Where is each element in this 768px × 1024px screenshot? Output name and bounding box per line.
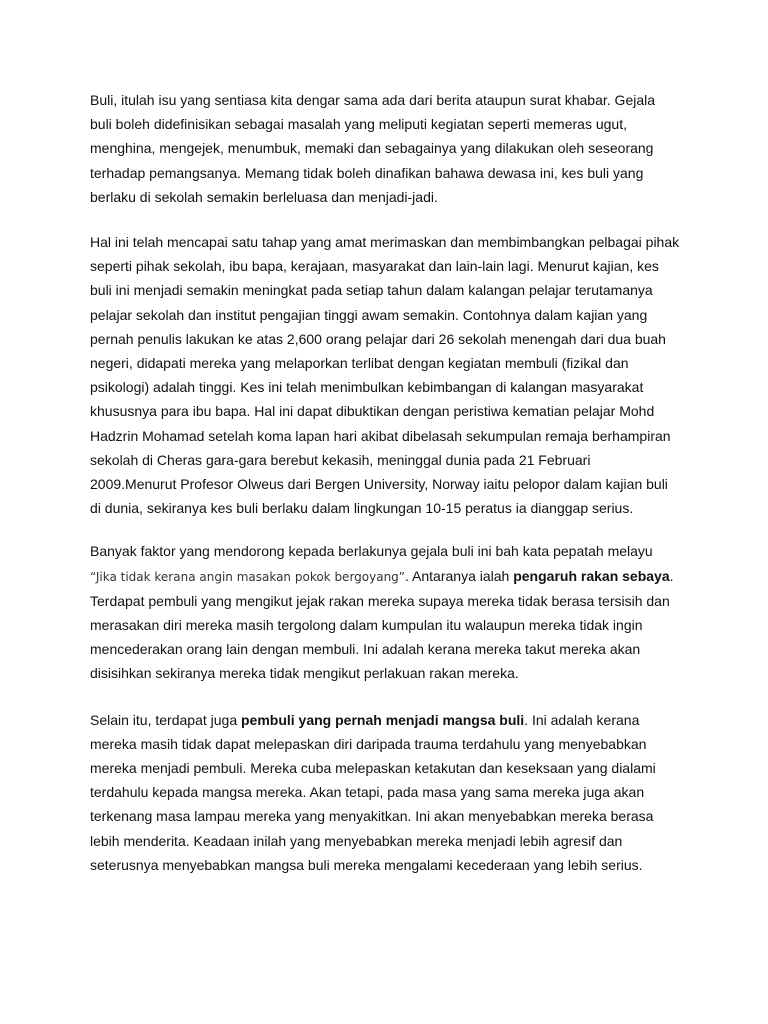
paragraph-intro: Buli, itulah isu yang sentiasa kita dengar sama ada dari berita ataupun surat khabar. Gejala buli boleh didefinisikan sebagai masalah yang meliputi kegiatan seperti memeras ugut, menghina, mengejek, menumbuk, memaki dan sebagainya yang dilakukan oleh seseorang terhadap pemangsanya. Memang tidak boleh dinafikan bahawa dewasa ini, kes buli yang berlaku di sekolah semakin berleluasa dan menjadi-jadi. [90, 92, 656, 205]
former-victims-heading: pembuli yang pernah menjadi mangsa buli [241, 711, 525, 728]
victims-intro-text: Selain itu, terdapat juga [90, 711, 241, 728]
peer-middle-text: . Antaranya ialah [405, 567, 514, 584]
peer-influence-heading: pengaruh rakan sebaya [513, 567, 670, 584]
paragraph-peer-influence [90, 539, 680, 685]
proverb-quote: “Jika tidak kerana angin masakan pokok bergoyang” [90, 569, 406, 584]
peer-rest-text: . Terdapat pembuli yang mengikut jejak rakan mereka supaya mereka tidak berasa tersisih dan merasakan diri mereka masih tergolong dalam kumpulan itu walaupun mereka tidak ingin mencederakan orang lain dengan membuli. Ini adalah kerana mereka takut mereka akan disisihkan sekiranya mereka tidak mengikut perlakuan rakan mereka. [90, 567, 674, 682]
victims-rest-text: . Ini adalah kerana mereka masih tidak dapat melepaskan diri daripada trauma terdahulu yang menyebabkan mereka menjadi pembuli. Mereka cuba melepaskan ketakutan dan keseksaan yang dialami terdahulu kepada mangsa mereka. Akan tetapi, pada masa yang sama mereka juga akan terkenang masa lampau mereka yang menyakitkan. Ini akan menyebabkan mereka berasa lebih menderita. Keadaan inilah yang menyebabkan mereka menjadi lebih agresif dan seterusnya menyebabkan mangsa buli mereka mengalami kecederaan yang lebih serius. [90, 711, 656, 873]
paragraph-statistics: Hal ini telah mencapai satu tahap yang amat merimaskan dan membimbangkan pelbagai pihak seperti pihak sekolah, ibu bapa, kerajaan, masyarakat dan lain-lain lagi. Menurut kajian, kes buli ini menjadi semakin meningkat pada setiap tahun dalam kalangan pelajar terutamanya pelajar sekolah dan institut pengajian tinggi awam semakin. Contohnya dalam kajian yang pernah penulis lakukan ke atas 2,600 orang pelajar dari 26 sekolah menengah dari dua buah negeri, didapati mereka yang melaporkan terlibat dengan kegiatan membuli (fizikal dan psikologi) adalah tinggi. Kes ini telah menimbulkan kebimbangan di kalangan masyarakat khususnya para ibu bapa. Hal ini dapat dibuktikan dengan peristiwa kematian pelajar Mohd Hadzrin Mohamad setelah koma lapan hari akibat dibelasah sekumpulan remaja berhampiran sekolah di Cheras gara-gara berebut kekasih, meninggal dunia pada 21 Februari 2009.Menurut Profesor Olweus dari Bergen University, Norway iaitu pelopor dalam kajian buli di dunia, sekiranya kes buli berlaku dalam lingkungan 10-15 peratus ia dianggap serius. [90, 234, 680, 517]
peer-intro-text: Banyak faktor yang mendorong kepada berlakunya gejala buli ini bah kata pepatah melayu [90, 543, 653, 560]
paragraph-former-victims [90, 708, 680, 877]
document-page [90, 88, 680, 877]
